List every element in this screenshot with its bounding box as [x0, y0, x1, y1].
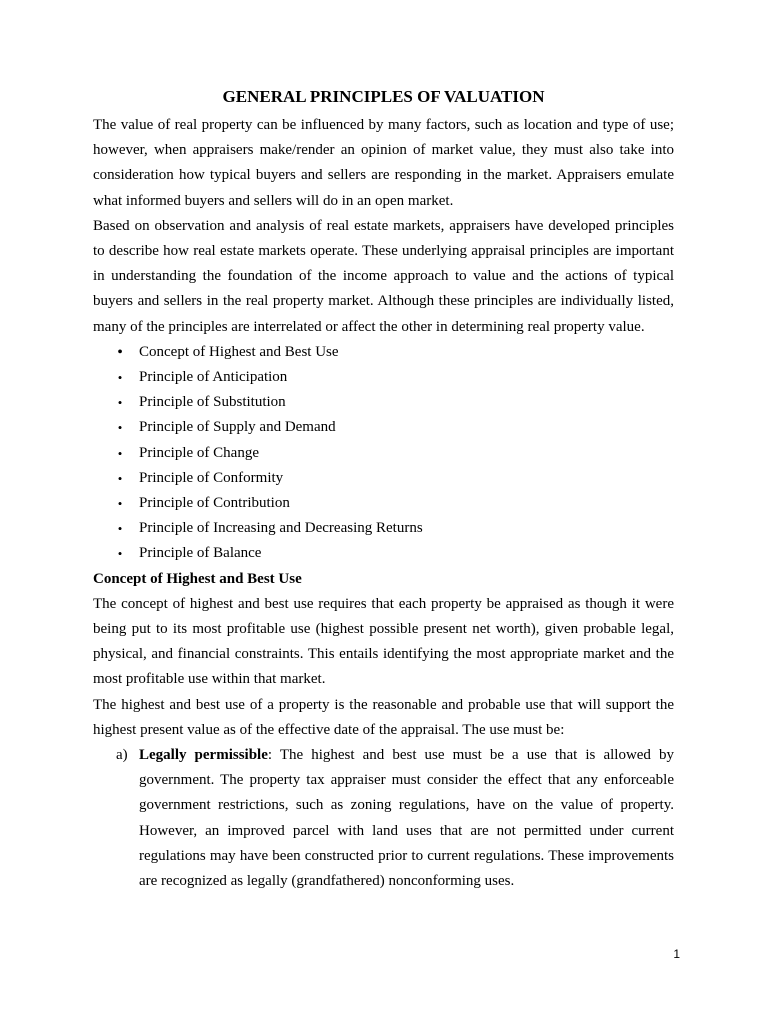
page-number: 1 — [673, 947, 680, 961]
list-item-label: Principle of Increasing and Decreasing Returns — [139, 520, 423, 537]
criteria-term: Legally permissible — [139, 747, 268, 764]
list-item-label: Principle of Anticipation — [139, 369, 288, 386]
list-item — [93, 415, 674, 440]
section-heading: Concept of Highest and Best Use — [93, 570, 302, 587]
bullet-icon: • — [117, 395, 123, 411]
bullet-icon: • — [117, 370, 123, 386]
list-item — [93, 390, 674, 415]
list-item-label: Principle of Conformity — [139, 469, 284, 486]
list-item-label: Principle of Balance — [139, 545, 262, 562]
list-item — [93, 365, 674, 390]
criteria-text: The highest and best use must be a use that is allowed by government. The property tax appraiser must consider the effect that any enforceable government restrictions, such as zoning regulations, have on the value of property. However, an improved parcel with land uses that are not permitted under current regulations may have been constructed prior to current regulations. These improvements are recognized as legally (grandfathered) nonconforming uses. — [139, 747, 674, 890]
list-item — [93, 541, 674, 566]
intro-paragraph-2: Based on observation and analysis of real estate markets, appraisers have developed principles to describe how real estate markets operate. These underlying appraisal principles are important in understanding the foundation of the income approach to value and the actions of typical buyers and sellers in the real property market. Although these principles are individually listed, many of the principles are interrelated or affect the other in determining real property value. — [93, 217, 674, 335]
page-title: GENERAL PRINCIPLES OF VALUATION — [222, 87, 545, 106]
list-item-label: Principle of Supply and Demand — [139, 419, 336, 436]
bullet-icon: • — [117, 521, 123, 537]
criteria-item — [93, 743, 674, 894]
bullet-icon: • — [117, 420, 123, 436]
list-marker: a) — [116, 747, 128, 764]
criteria-list — [93, 743, 674, 894]
principles-list — [93, 340, 674, 567]
bullet-icon: • — [117, 445, 123, 461]
list-item — [93, 466, 674, 491]
list-item-label: Principle of Change — [139, 444, 259, 461]
list-item — [93, 491, 674, 516]
bullet-icon: • — [117, 343, 123, 361]
list-item-label: Principle of Substitution — [139, 394, 286, 411]
bullet-icon: • — [117, 470, 123, 486]
intro-paragraph-1: The value of real property can be influenced by many factors, such as location and type of use; however, when appraisers make/render an opinion of market value, they must also take into consideration how typical buyers and sellers are responding in the market. Appraisers emulate what informed buyers and sellers will do in an open market. — [93, 117, 674, 209]
section-paragraph-1: The concept of highest and best use requires that each property be appraised as though it were being put to its most profitable use (highest possible present net worth), given probable legal, physical, and financial constraints. This entails identifying the most appropriate market and the most profitable use within that market. — [93, 595, 674, 688]
section-paragraph-2: The highest and best use of a property is the reasonable and probable use that will support the highest present value as of the effective date of the appraisal. The use must be: — [93, 696, 674, 738]
list-item-label: Principle of Contribution — [139, 495, 290, 512]
page-content — [93, 86, 674, 894]
list-item — [93, 441, 674, 466]
list-item-label: Concept of Highest and Best Use — [139, 343, 339, 360]
list-item — [93, 340, 674, 365]
bullet-icon: • — [117, 496, 123, 512]
list-item — [93, 516, 674, 541]
bullet-icon: • — [117, 546, 123, 562]
criteria-separator: : — [267, 747, 273, 764]
